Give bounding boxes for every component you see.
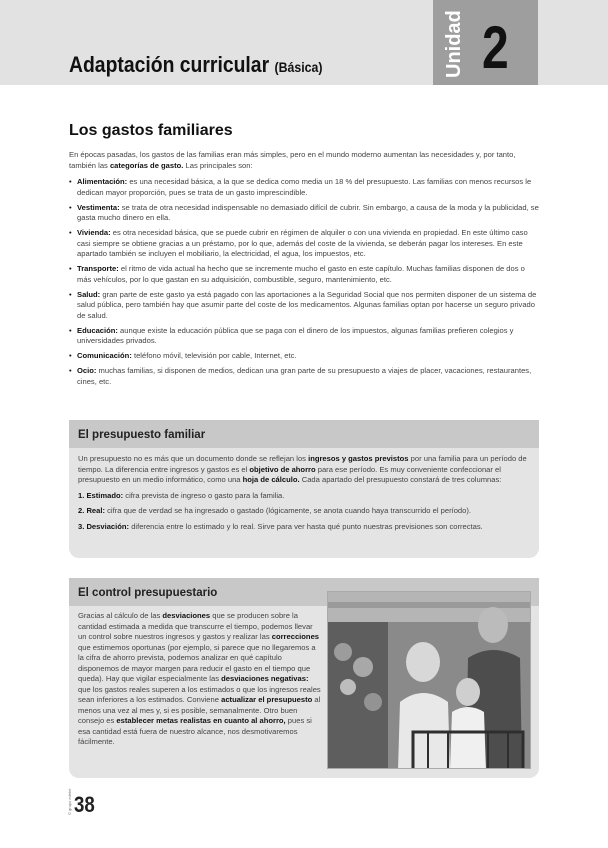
budget-box-title: El presupuesto familiar [69, 420, 539, 448]
page-number: 38 [74, 792, 95, 817]
header-title: Adaptación curricular (Básica) [69, 52, 323, 77]
control-paragraph: Gracias al cálculo de las desviaciones que se producen sobre la cantidad estimada a medida que transcurre el tiempo, podemos llevar un control sobre nuestros ingresos y gastos y realizar las correcciones que estimemos oportunas (por ejemplo, si parece que no llegaremos a la cifra de ahorro prevista, podemos analizar en qué capítulo disponemos de mayor margen para reducir el gasto en el tiempo que queda). Hay que vigilar especialmente las desviaciones negativas: que los gastos reales superen a los estimados o que los ingresos reales sean inferiores a los estimados. Conviene actualizar el presupuesto al menos una vez al mes y, si es posible, semanalmente. Otro buen consejo es establecer metas realistas en cuanto al ahorro, pues si esa cantidad está fuera de nuestro alcance, nos desmotivaremos fácilmente. [78, 611, 321, 746]
budget-col-deviation: 3. Desviación: diferencia entre lo estimado y lo real. Sirve para ver hasta qué punto nuestras previsiones son correctas. [78, 521, 483, 531]
page-header [0, 0, 608, 85]
control-box-title: El control presupuestario [69, 578, 539, 606]
section-intro: En épocas pasadas, los gastos de las familias eran más simples, pero en el mundo moderno aumentan las necesidades y, por tanto, también las categorías de gasto. Las principales son: [69, 150, 516, 170]
unit-badge [433, 0, 538, 85]
unit-number: 2 [482, 14, 509, 81]
list-item: • Salud: gran parte de este gasto ya está pagado con las aportaciones a la Seguridad Social que nos permiten disponer de un sistema de salud pública, pero también hay que asumir parte del coste de los medicamentos. Algunas familias optan por hacerse un seguro privado de salud. [69, 290, 539, 322]
list-item: • Educación: aunque existe la educación pública que se paga con el dinero de los impuestos, algunas familias prefieren colegios y universidades privados. [69, 326, 539, 347]
list-item: • Alimentación: es una necesidad básica, a la que se dedica como media un 18 % del presupuesto. Las familias con menos recursos le dedican mayor proporción, pues se trata de un gasto imprescindible. [69, 177, 539, 198]
family-shopping-illustration [328, 592, 531, 769]
control-box [69, 578, 539, 778]
list-item: • Vivienda: es otra necesidad básica, que se puede cubrir en régimen de alquiler o con una vivienda en propiedad. En este último caso casi siempre se obtiene gracias a un préstamo, por lo que, además del coste de la vivienda, se deberán pagar los intereses. En este apartado también se incluyen el mobiliario, la electricidad, el agua, los impuestos, etc. [69, 228, 539, 260]
list-item: • Transporte: el ritmo de vida actual ha hecho que se incremente mucho el gasto en este capítulo. Muchas familias disponen de dos o más vehículos, por lo que gastan en su adquisición, combustible, seguro, mantenimiento, etc. [69, 264, 539, 285]
copyright-note: © grupo edebé [67, 788, 72, 815]
budget-box [69, 420, 539, 558]
list-item: • Vestimenta: se trata de otra necesidad indispensable no demasiado difícil de cubrir. Sin embargo, a causa de la moda y la publicidad, se gasta mucho dinero en ella. [69, 203, 539, 224]
budget-col-estimated: 1. Estimado: cifra prevista de ingreso o gasto para la familia. [78, 490, 285, 500]
budget-paragraph: Un presupuesto no es más que un documento donde se reflejan los ingresos y gastos previstos por una familia para un período de tiempo. La diferencia entre ingresos y gastos es el objetivo de ahorro para ese período. Es muy conveniente confeccionar el presupuesto en un medio informático, como una hoja de cálculo. Cada apartado del presupuesto constará de tres columnas: [78, 454, 527, 484]
main-section [69, 122, 539, 392]
budget-col-real: 2. Real: cifra que de verdad se ha ingresado o gastado (lógicamente, se anota cuando haya transcurrido el período). [78, 506, 472, 515]
family-shopping-photo [327, 591, 531, 769]
unit-label: Unidad [443, 10, 465, 78]
section-title: Los gastos familiares [69, 122, 233, 139]
expense-categories-list [69, 177, 539, 387]
header-subtitle: (Básica) [274, 59, 323, 75]
list-item: • Ocio: muchas familias, si disponen de medios, dedican una gran parte de su presupuesto a viajes de placer, vacaciones, restaurantes, cines, etc. [69, 366, 539, 387]
list-item: • Comunicación: teléfono móvil, televisión por cable, Internet, etc. [69, 351, 539, 362]
